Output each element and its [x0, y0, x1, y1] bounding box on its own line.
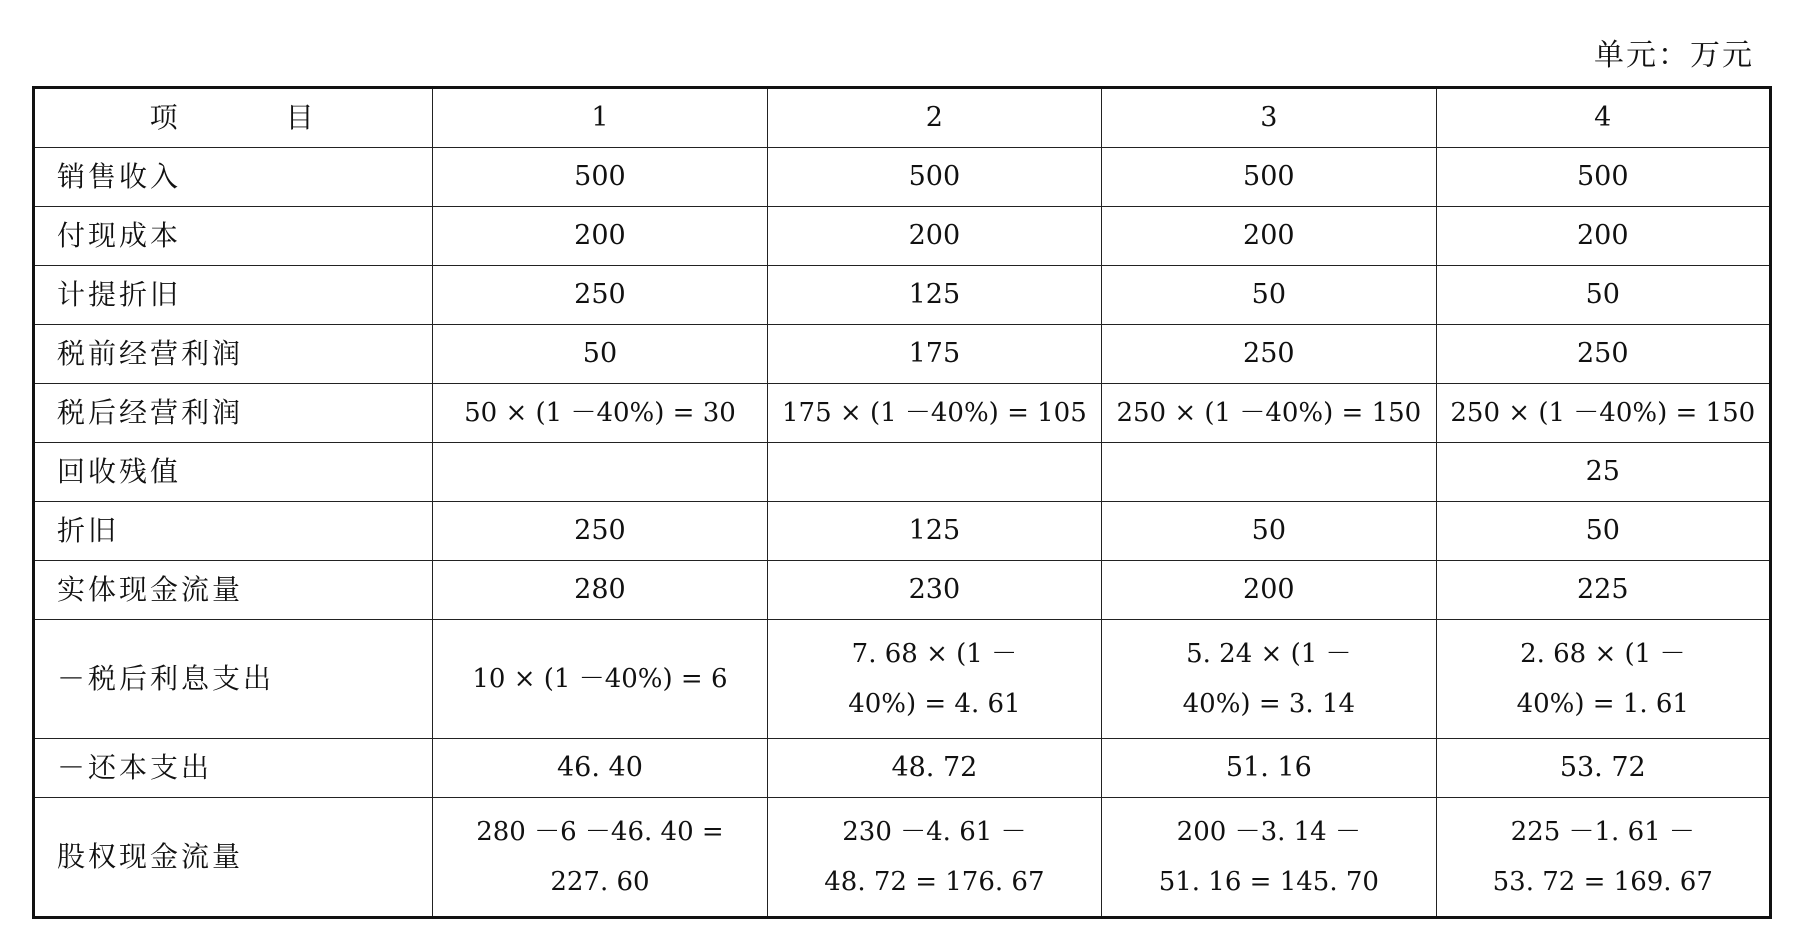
table-cell: 250 × (1 －40%) = 150: [1436, 384, 1770, 443]
table-cell: 50: [433, 325, 767, 384]
table-cell: 250: [433, 502, 767, 561]
table-cell: 50: [1436, 502, 1770, 561]
unit-note: 单元：万元: [1594, 38, 1754, 73]
row-label: 销售收入: [34, 148, 433, 207]
table-header-row: [34, 88, 1771, 148]
table-row: [34, 207, 1771, 266]
table-row: [34, 561, 1771, 620]
table-row: [34, 739, 1771, 798]
row-label: －税后利息支出: [34, 620, 433, 739]
cell-line: 48. 72 = 176. 67: [824, 867, 1045, 897]
table-cell: [433, 443, 767, 502]
table-cell: 50 × (1 －40%) = 30: [433, 384, 767, 443]
table-cell: [767, 443, 1101, 502]
cell-line: 230 －4. 61 －: [842, 817, 1027, 847]
table-row: [34, 266, 1771, 325]
table-row: [34, 620, 1771, 739]
table-cell: 53. 72: [1436, 739, 1770, 798]
table-cell: 225: [1436, 561, 1770, 620]
table-cell: [767, 620, 1101, 739]
table-cell: 250 × (1 －40%) = 150: [1102, 384, 1436, 443]
table-cell: 48. 72: [767, 739, 1101, 798]
table-cell: 280: [433, 561, 767, 620]
table-cell: 500: [767, 148, 1101, 207]
table-cell: 125: [767, 502, 1101, 561]
table-cell: [1102, 798, 1436, 918]
row-label: 付现成本: [34, 207, 433, 266]
cell-line: 225 －1. 61 －: [1510, 817, 1695, 847]
header-item: 项 目: [34, 88, 433, 148]
table-cell: 46. 40: [433, 739, 767, 798]
table-cell: 200: [1102, 207, 1436, 266]
table-cell: 125: [767, 266, 1101, 325]
table-cell: 50: [1102, 502, 1436, 561]
header-year-1: 1: [433, 88, 767, 148]
table-cell: 500: [1102, 148, 1436, 207]
table-cell: 250: [433, 266, 767, 325]
table-cell: 200: [433, 207, 767, 266]
table-cell: [433, 620, 767, 739]
cell-line: 5. 24 × (1 －: [1186, 639, 1352, 669]
cell-line: 10 × (1 －40%) = 6: [472, 664, 728, 694]
cell-line: 40%) = 1. 61: [1516, 689, 1689, 719]
table-cell: [767, 798, 1101, 918]
table-cell: 50: [1436, 266, 1770, 325]
table-cell: 500: [1436, 148, 1770, 207]
cell-line: 40%) = 4. 61: [848, 689, 1021, 719]
cell-line: 40%) = 3. 14: [1182, 689, 1356, 719]
table-cell: 175 × (1 －40%) = 105: [767, 384, 1101, 443]
row-label: 回收残值: [34, 443, 433, 502]
table-cell: [1436, 798, 1770, 918]
cell-line: 7. 68 × (1 －: [851, 639, 1018, 669]
row-label: 折旧: [34, 502, 433, 561]
cell-line: 227. 60: [550, 867, 650, 897]
cash-flow-table: [32, 86, 1772, 919]
table-cell: [1102, 620, 1436, 739]
cell-line: 2. 68 × (1 －: [1520, 639, 1686, 669]
table-cell: [1102, 443, 1436, 502]
cell-line: 51. 16 = 145. 70: [1158, 867, 1379, 897]
row-label: 税前经营利润: [34, 325, 433, 384]
table-cell: 500: [433, 148, 767, 207]
table-cell: 250: [1436, 325, 1770, 384]
table-row: [34, 325, 1771, 384]
header-year-3: 3: [1102, 88, 1436, 148]
row-label: －还本支出: [34, 739, 433, 798]
header-year-4: 4: [1436, 88, 1770, 148]
table-row: [34, 798, 1771, 918]
table-cell: [1436, 620, 1770, 739]
table-row: [34, 502, 1771, 561]
table-cell: 50: [1102, 266, 1436, 325]
header-year-2: 2: [767, 88, 1101, 148]
cell-line: 53. 72 = 169. 67: [1492, 867, 1713, 897]
table-cell: 200: [767, 207, 1101, 266]
table-row: [34, 148, 1771, 207]
table-cell: 25: [1436, 443, 1770, 502]
table-cell: 175: [767, 325, 1101, 384]
row-label: 实体现金流量: [34, 561, 433, 620]
table-cell: 200: [1102, 561, 1436, 620]
row-label: 计提折旧: [34, 266, 433, 325]
row-label: 股权现金流量: [34, 798, 433, 918]
table-row: [34, 443, 1771, 502]
table-row: [34, 384, 1771, 443]
table-cell: 250: [1102, 325, 1436, 384]
cell-line: 280 －6 －46. 40 =: [476, 817, 724, 847]
cell-line: 200 －3. 14 －: [1176, 817, 1361, 847]
table-cell: 51. 16: [1102, 739, 1436, 798]
table-cell: [433, 798, 767, 918]
row-label: 税后经营利润: [34, 384, 433, 443]
table-cell: 200: [1436, 207, 1770, 266]
table-cell: 230: [767, 561, 1101, 620]
